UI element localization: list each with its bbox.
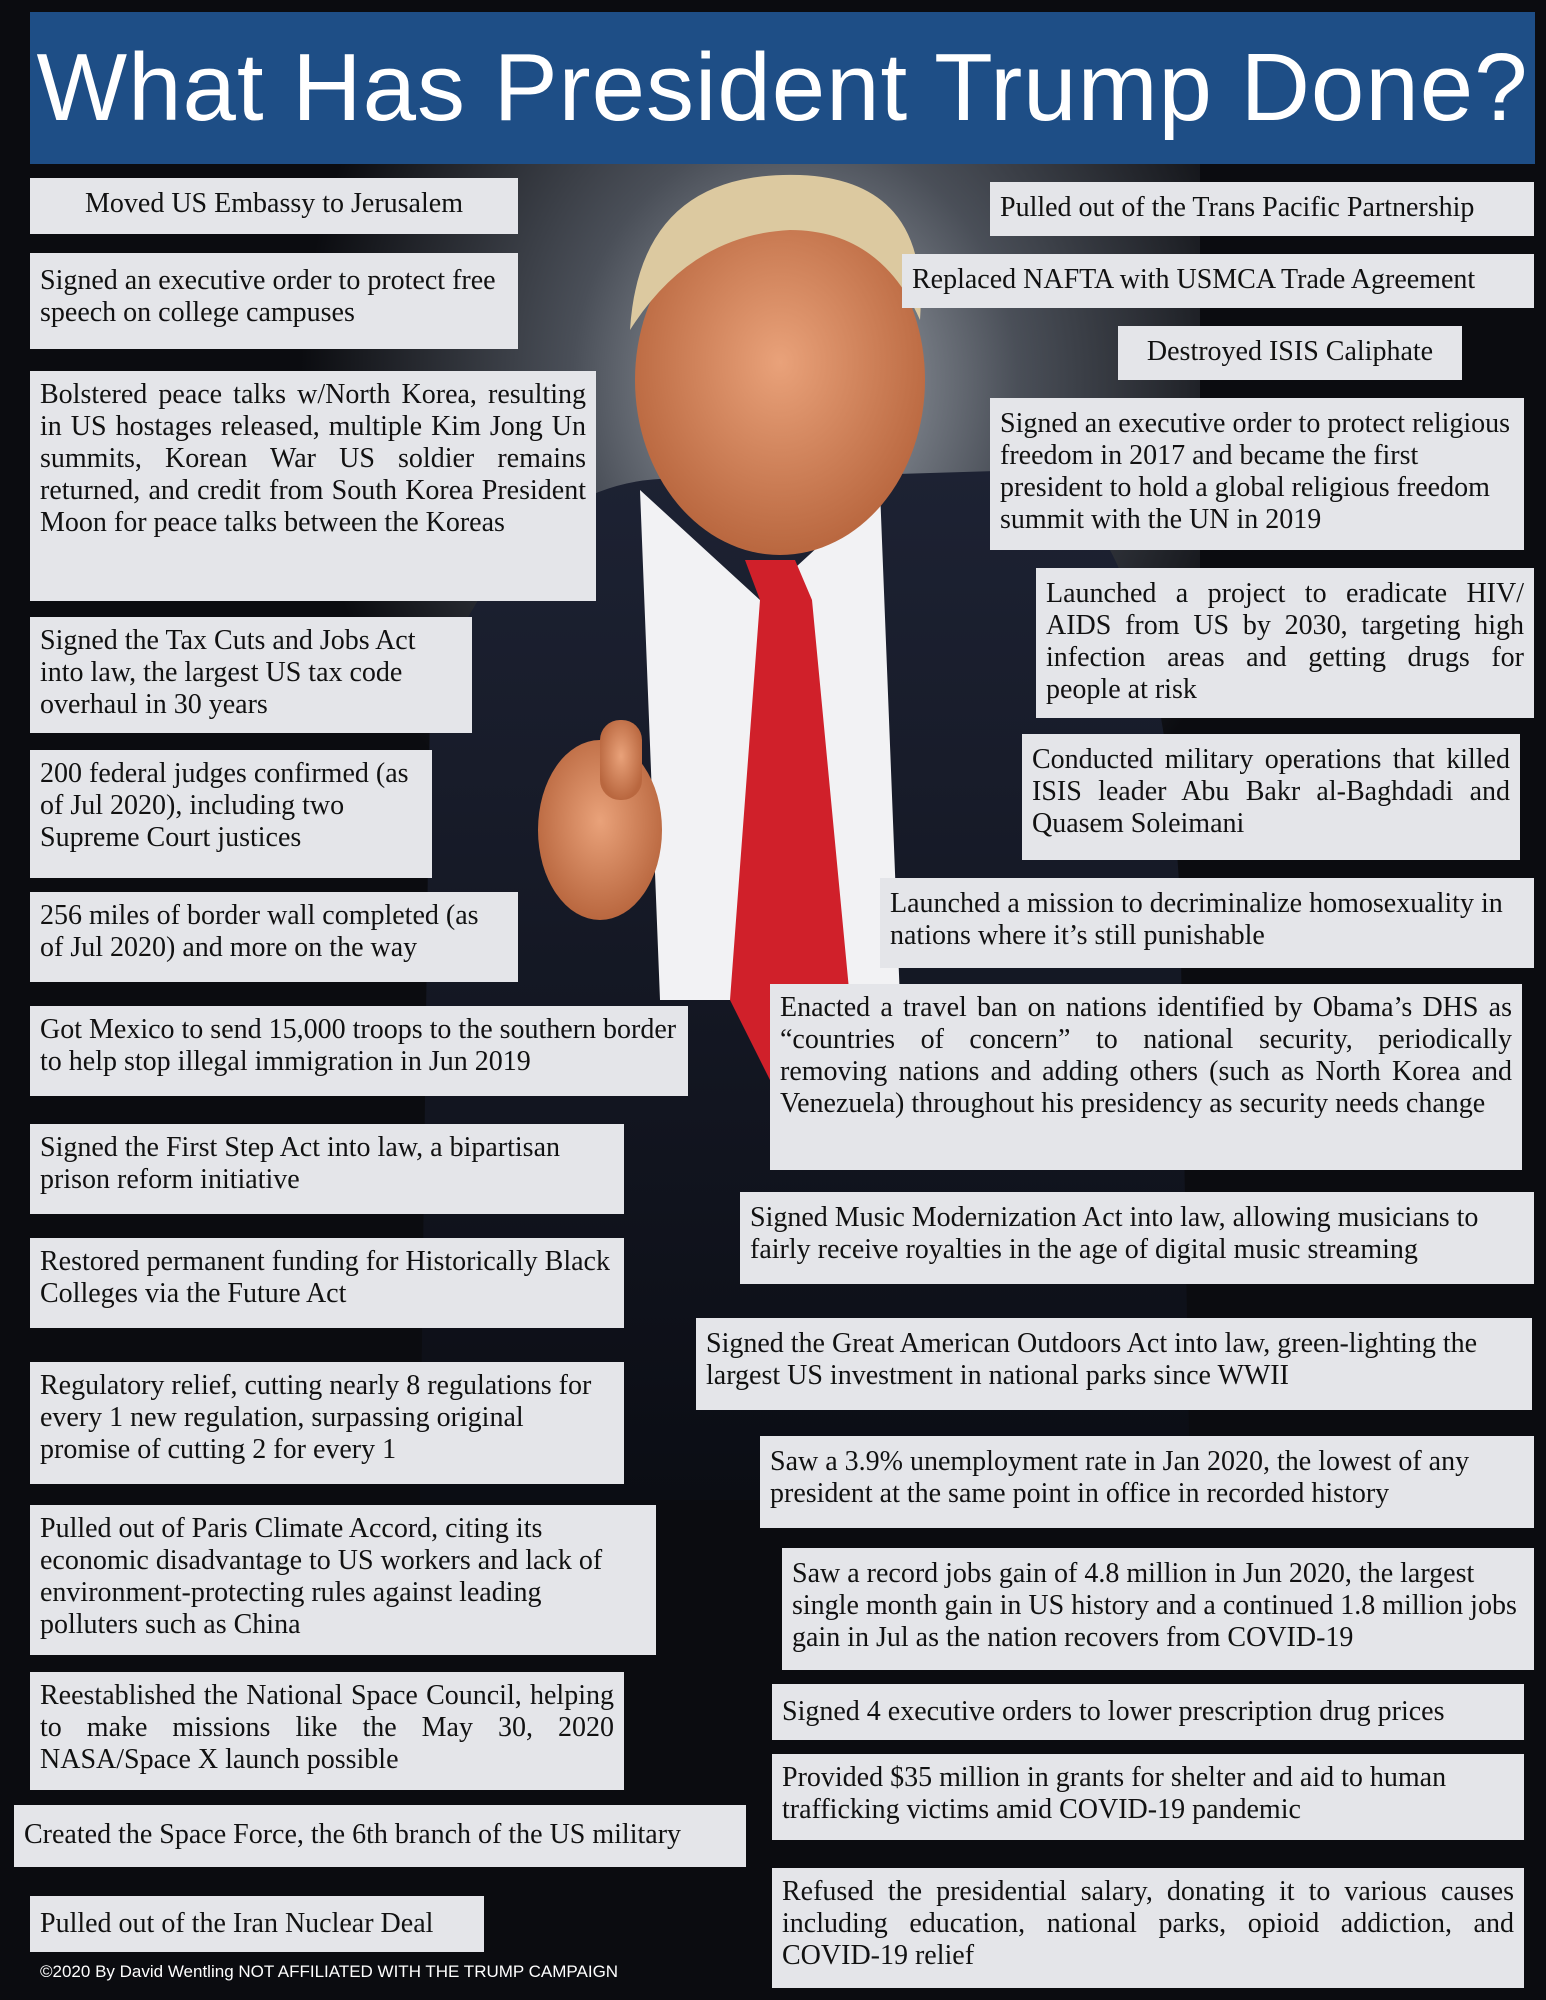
accomplishment-religious-freedom: Signed an executive order to protect religious freedom in 2017 and became the first president to hold a global religious freedom summit with the UN in 2019 — [990, 398, 1524, 550]
accomplishment-iran-deal: Pulled out of the Iran Nuclear Deal — [30, 1896, 484, 1952]
accomplishment-jobs-gain: Saw a record jobs gain of 4.8 million in Jun 2020, the largest single month gain in US history and a continued 1.8 million jobs gain in Jul as the nation recovers from COVID-19 — [782, 1548, 1534, 1670]
accomplishment-tpp: Pulled out of the Trans Pacific Partnership — [990, 182, 1534, 236]
accomplishment-hbcu: Restored permanent funding for Historically Black Colleges via the Future Act — [30, 1238, 624, 1328]
accomplishment-human-trafficking-grants: Provided $35 million in grants for shelter and aid to human trafficking victims amid COVID-19 pandemic — [772, 1754, 1524, 1840]
accomplishment-unemployment-rate: Saw a 3.9% unemployment rate in Jan 2020, the lowest of any president at the same point in office in recorded history — [760, 1436, 1534, 1528]
accomplishment-usmca: Replaced NAFTA with USMCA Trade Agreement — [902, 254, 1534, 308]
accomplishment-judges: 200 federal judges confirmed (as of Jul 2020), including two Supreme Court justices — [30, 750, 432, 878]
footer-credit: ©2020 By David Wentling NOT AFFILIATED WITH THE TRUMP CAMPAIGN — [40, 1962, 619, 1981]
accomplishment-isis-caliphate: Destroyed ISIS Caliphate — [1118, 326, 1462, 380]
title-banner — [30, 12, 1535, 164]
accomplishment-space-force: Created the Space Force, the 6th branch of the US military — [14, 1805, 746, 1867]
accomplishment-north-korea: Bolstered peace talks w/North Korea, resulting in US hostages released, multiple Kim Jong Un summits, Korean War US soldier remains returned, and credit from South Korea President Moon for peace talks between the Koreas — [30, 371, 596, 601]
accomplishment-tax-cuts: Signed the Tax Cuts and Jobs Act into law, the largest US tax code overhaul in 30 years — [30, 617, 472, 733]
accomplishment-embassy: Moved US Embassy to Jerusalem — [30, 178, 518, 234]
accomplishment-border-wall: 256 miles of border wall completed (as of Jul 2020) and more on the way — [30, 892, 518, 982]
accomplishment-hiv-aids: Launched a project to eradicate HIV/ AIDS from US by 2030, targeting high infection areas and getting drugs for people at risk — [1036, 568, 1534, 718]
accomplishment-free-speech: Signed an executive order to protect free speech on college campuses — [30, 253, 518, 349]
page-title: What Has President Trump Done? — [36, 34, 1529, 141]
accomplishment-space-council: Reestablished the National Space Council, helping to make missions like the May 30, 2020 NASA/Space X launch possible — [30, 1672, 624, 1790]
accomplishment-regulatory-relief: Regulatory relief, cutting nearly 8 regulations for every 1 new regulation, surpassing original promise of cutting 2 for every 1 — [30, 1362, 624, 1484]
accomplishment-paris-accord: Pulled out of Paris Climate Accord, citing its economic disadvantage to US workers and lack of environment-protecting rules against leading polluters such as China — [30, 1505, 656, 1655]
accomplishment-great-american-outdoors: Signed the Great American Outdoors Act into law, green-lighting the largest US investment in national parks since WWII — [696, 1318, 1532, 1410]
accomplishment-military-operations: Conducted military operations that killed ISIS leader Abu Bakr al-Baghdadi and Quasem Soleimani — [1022, 734, 1520, 860]
accomplishment-decriminalize-homosexuality: Launched a mission to decriminalize homosexuality in nations where it’s still punishable — [880, 878, 1534, 968]
accomplishment-mexico-troops: Got Mexico to send 15,000 troops to the southern border to help stop illegal immigration in Jun 2019 — [30, 1006, 688, 1096]
accomplishment-travel-ban: Enacted a travel ban on nations identified by Obama’s DHS as “countries of concern” to national security, periodically removing nations and adding others (such as North Korea and Venezuela) throughout his presidency as security needs change — [770, 984, 1522, 1170]
accomplishment-prescription-drugs: Signed 4 executive orders to lower prescription drug prices — [772, 1684, 1524, 1740]
accomplishment-music-modernization: Signed Music Modernization Act into law, allowing musicians to fairly receive royalties in the age of digital music streaming — [740, 1192, 1534, 1284]
accomplishment-refused-salary: Refused the presidential salary, donating it to various causes including education, national parks, opioid addiction, and COVID-19 relief — [772, 1868, 1524, 1988]
accomplishment-first-step-act: Signed the First Step Act into law, a bipartisan prison reform initiative — [30, 1124, 624, 1214]
